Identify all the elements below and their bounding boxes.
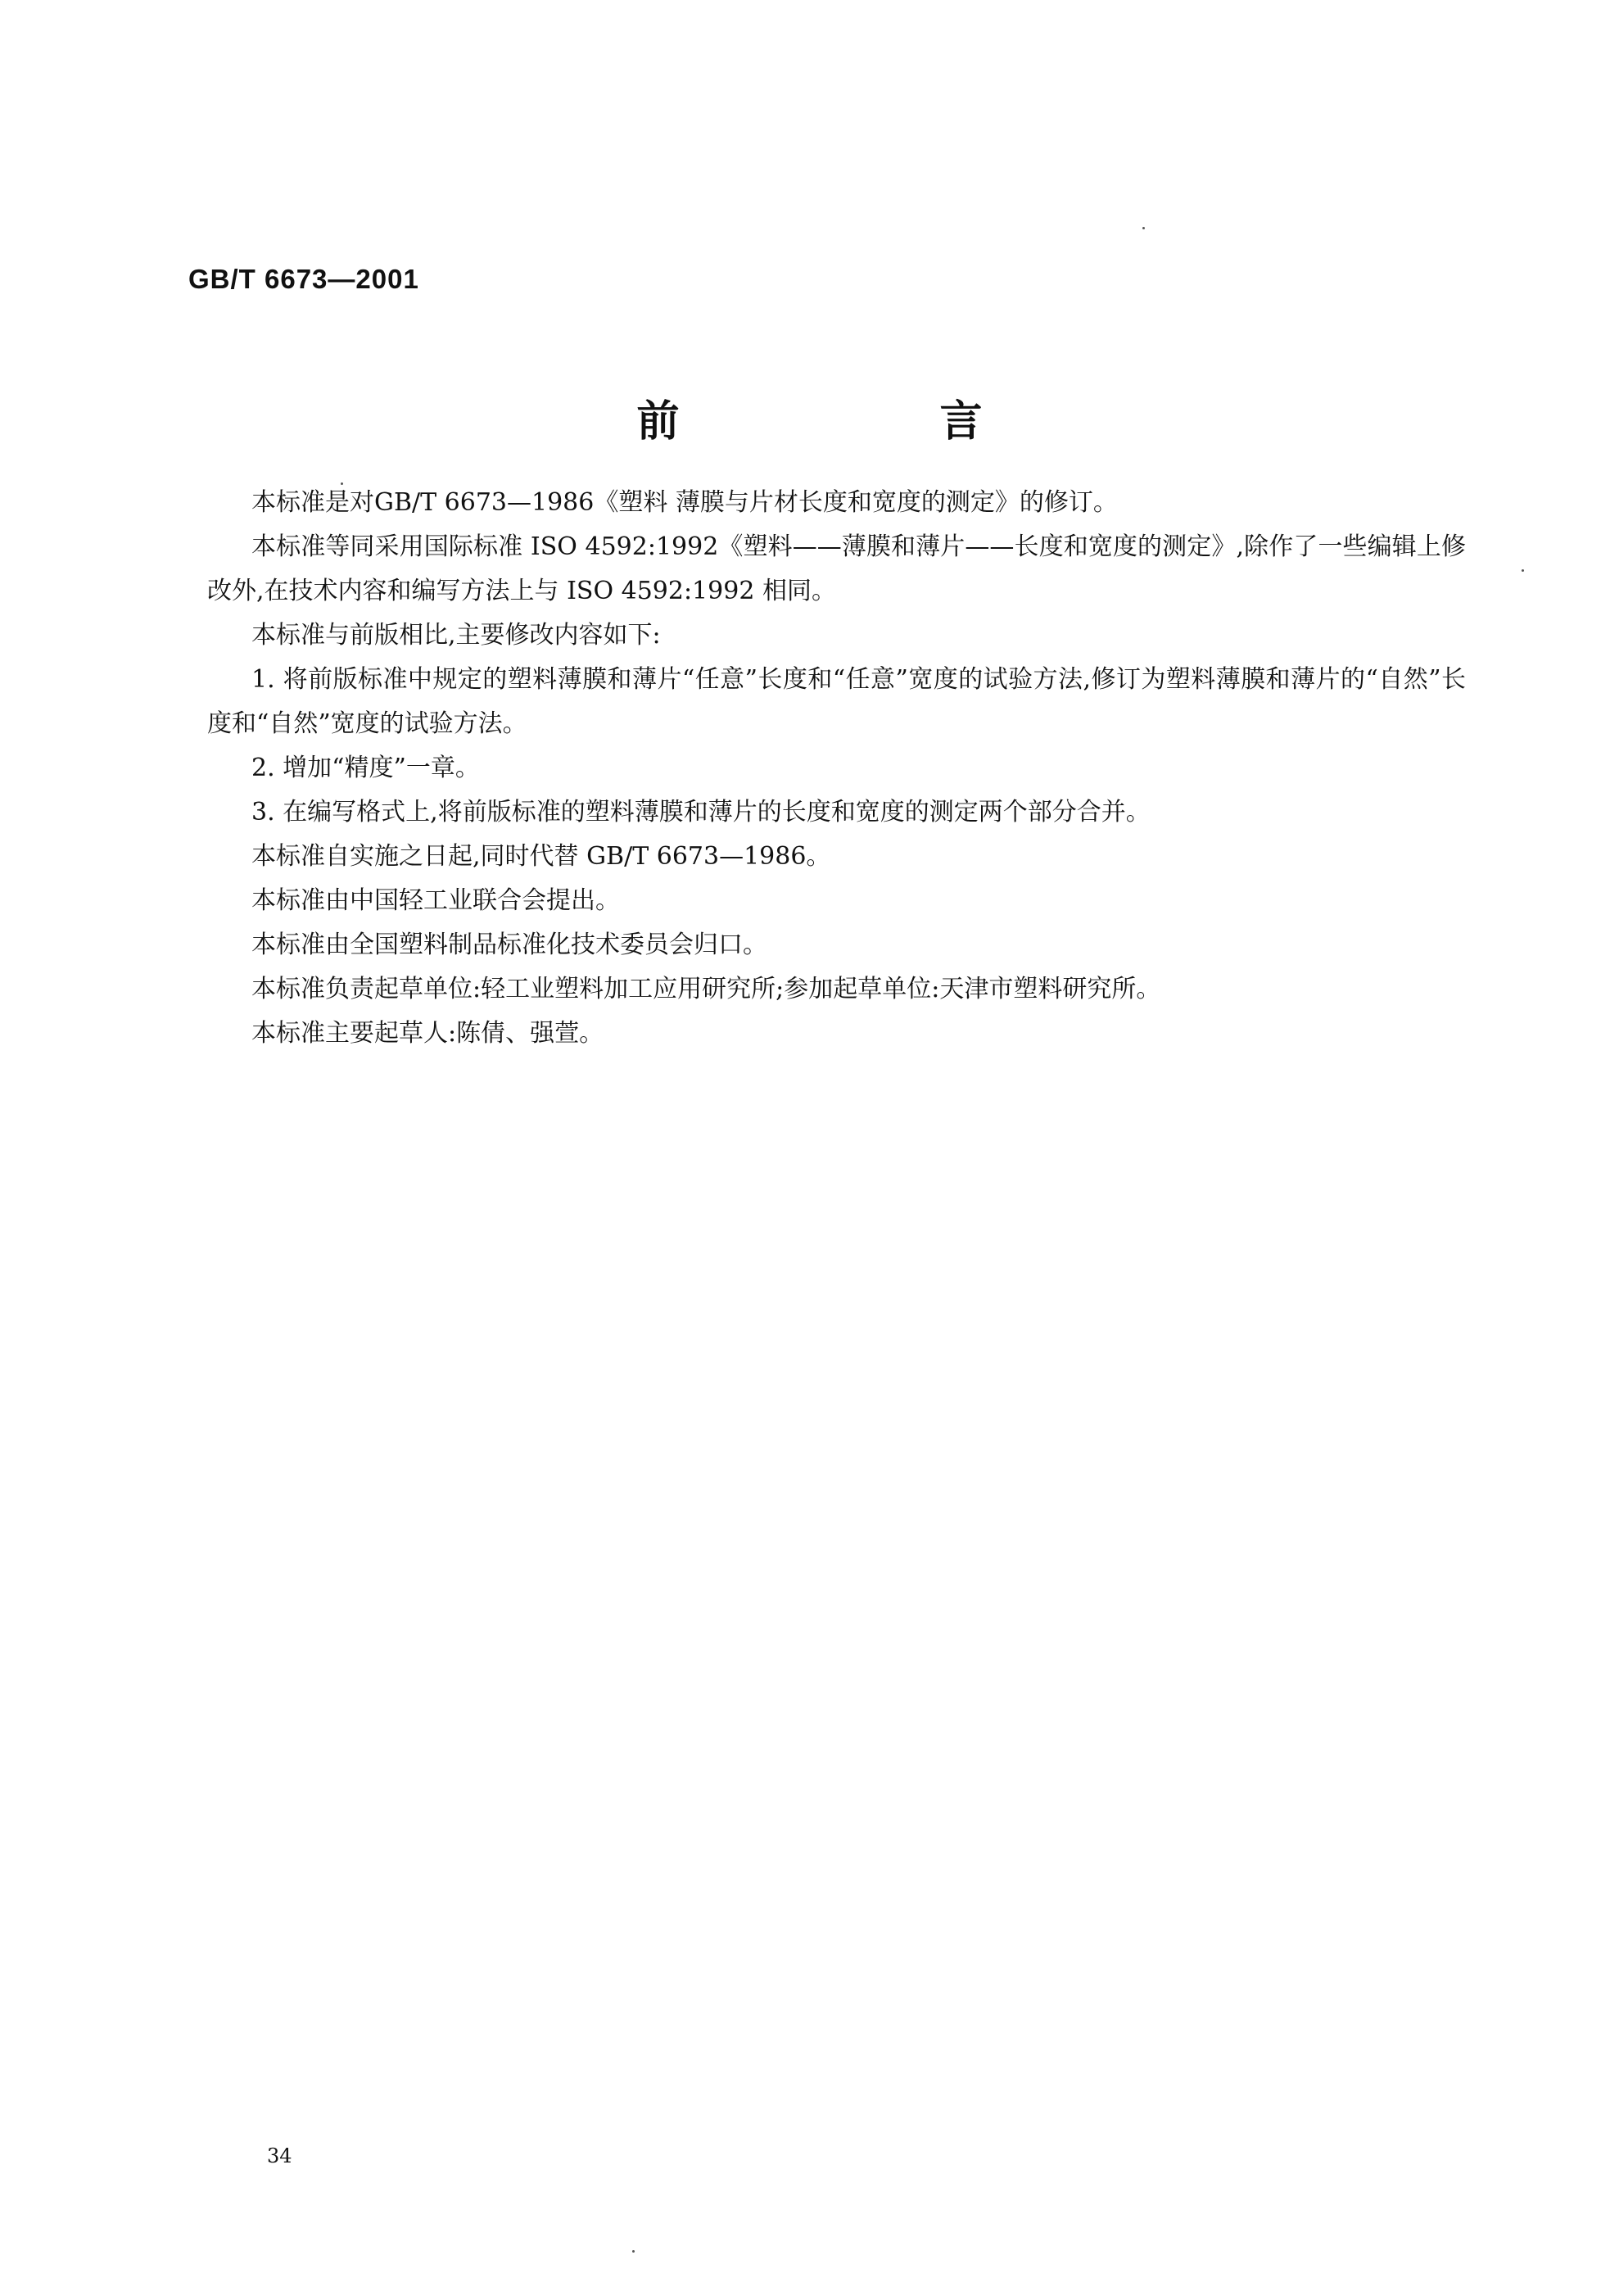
paragraph-change-3: 3. 在编写格式上,将前版标准的塑料薄膜和薄片的长度和宽度的测定两个部分合并。	[251, 798, 1151, 826]
scan-speck	[341, 482, 343, 485]
scan-speck	[632, 2250, 635, 2253]
page-number: 34	[267, 2144, 292, 2167]
paragraph-drafters: 本标准主要起草人:陈倩、强萱。	[251, 1019, 604, 1048]
paragraph-proposed-by: 本标准由中国轻工业联合会提出。	[251, 886, 620, 915]
scan-speck	[1142, 227, 1145, 229]
paragraph-drafting-units: 本标准负责起草单位:轻工业塑料加工应用研究所;参加起草单位:天津市塑料研究所。	[251, 975, 1161, 1003]
paragraph-change-2: 2. 增加“精度”一章。	[251, 754, 480, 782]
paragraph-equivalence: 本标准等同采用国际标准 ISO 4592:1992《塑料——薄膜和薄片——长度和宽度的测定》,除作了一些编辑上修改外,在技术内容和编写方法上与 ISO 4592:1992 相同。	[207, 532, 1466, 605]
paragraph-centralized-by: 本标准由全国塑料制品标准化技术委员会归口。	[251, 931, 767, 959]
paragraph-revision: 本标准是对GB/T 6673—1986《塑料 薄膜与片材长度和宽度的测定》的修订。	[251, 488, 1118, 517]
page-title: 前 言	[636, 397, 1106, 446]
paragraph-replaces: 本标准自实施之日起,同时代替 GB/T 6673—1986。	[251, 842, 831, 871]
scan-speck	[1522, 569, 1524, 572]
paragraph-changes-intro: 本标准与前版相比,主要修改内容如下:	[251, 621, 661, 650]
paragraph-change-1: 1. 将前版标准中规定的塑料薄膜和薄片“任意”长度和“任意”宽度的试验方法,修订为塑料薄膜和薄片的“自然”长度和“自然”宽度的试验方法。	[207, 665, 1466, 738]
preface-body	[207, 481, 1466, 1056]
standard-code: GB/T 6673—2001	[188, 264, 419, 294]
